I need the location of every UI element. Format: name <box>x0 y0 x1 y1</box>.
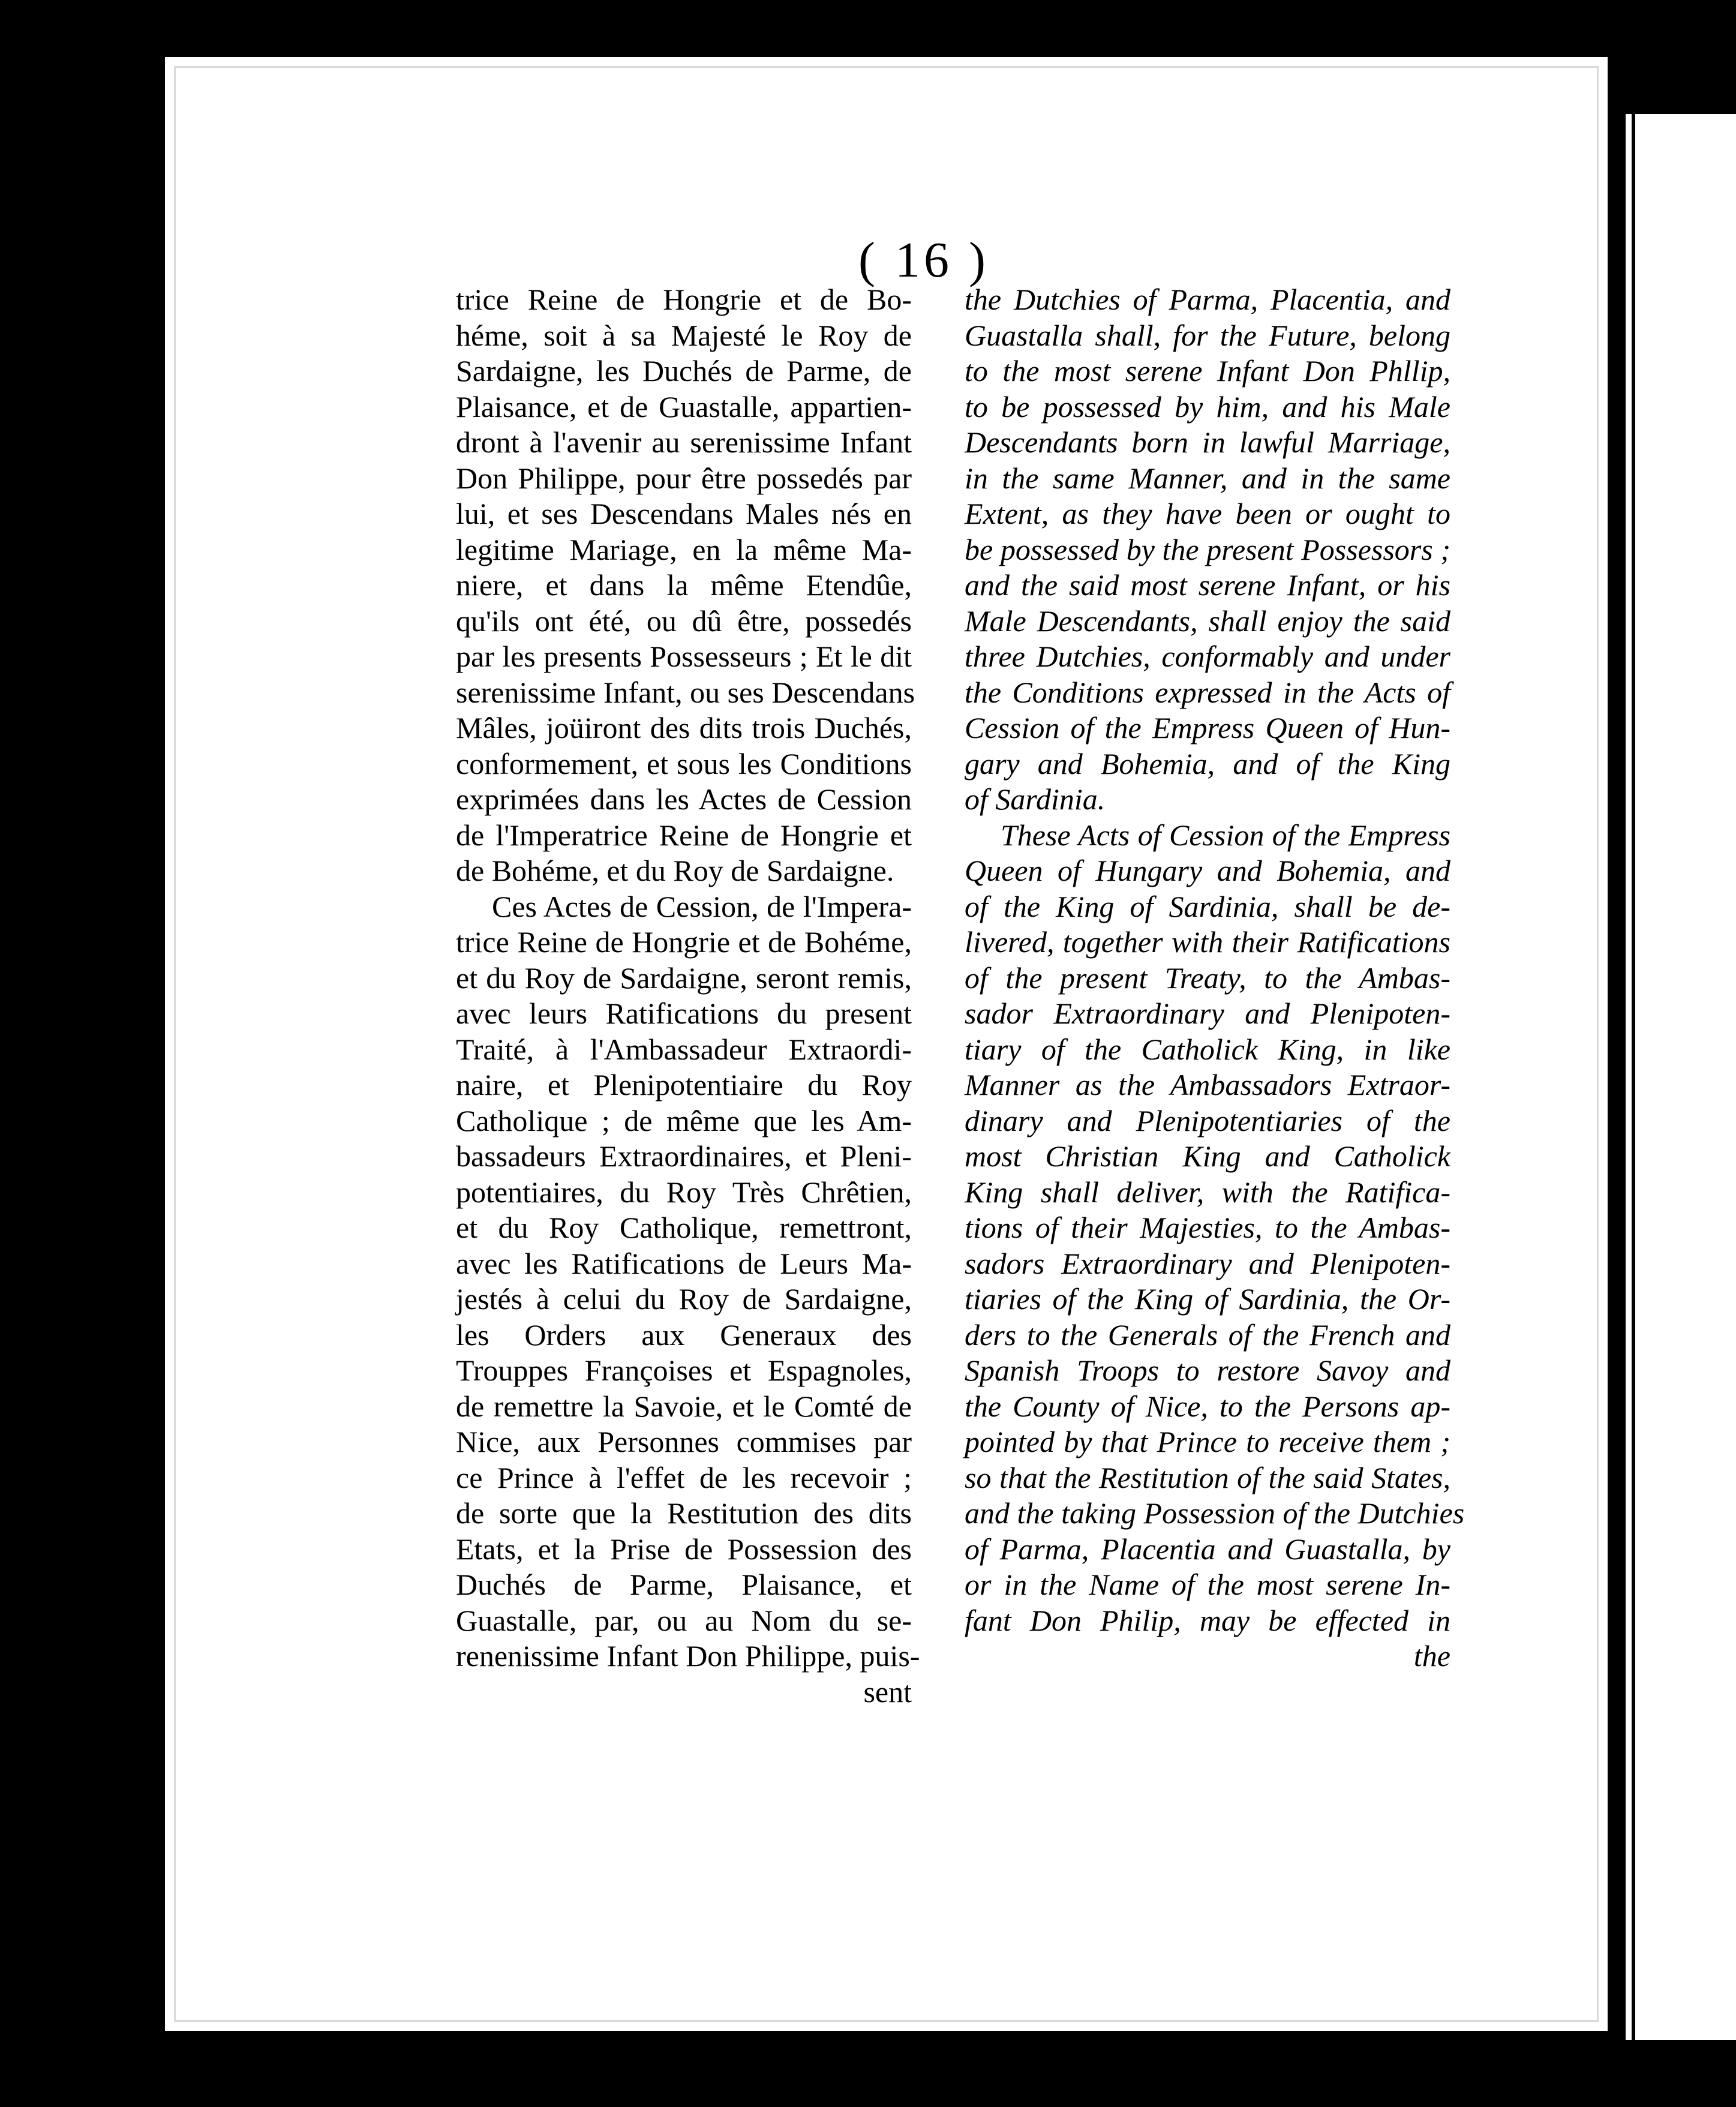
page-number: ( 16 ) <box>858 232 989 288</box>
french-text-line: Catholique ; de même que les Am- <box>456 1103 912 1137</box>
english-text-line: fant Don Philip, may be effected in <box>965 1603 1450 1637</box>
english-text-line: the Dutchies of Parma, Placentia, and <box>965 283 1450 316</box>
english-text-line: tions of their Majesties, to the Ambas- <box>965 1211 1450 1244</box>
french-text-line: ce Prince à l'effet de les recevoir ; <box>456 1460 912 1494</box>
adjacent-page-edge <box>1626 114 1736 2040</box>
french-text-line: lui, et ses Descendans Males nés en <box>456 497 912 530</box>
english-text-line: sador Extraordinary and Plenipoten- <box>965 997 1450 1030</box>
french-text-line: Ces Actes de Cession, de l'Impera- <box>492 889 912 923</box>
english-text-line: so that the Restitution of the said States, <box>965 1460 1450 1494</box>
french-text-line: de remettre la Savoie, et le Comté de <box>456 1389 912 1423</box>
french-text-line: Nice, aux Personnes commises par <box>456 1425 912 1458</box>
english-text-line: or in the Name of the most serene In- <box>965 1568 1450 1601</box>
english-text-line: of Sardinia. <box>965 782 1106 816</box>
english-text-line: to be possessed by him, and his Male <box>965 389 1450 424</box>
english-text-line: Queen of Hungary and Bohemia, and <box>965 854 1450 887</box>
english-text-line: dinary and Plenipotentiaries of the <box>965 1103 1450 1137</box>
french-text-line: Traité, à l'Ambassadeur Extraordi- <box>456 1032 912 1066</box>
french-text-line: et du Roy de Sardaigne, seront remis, <box>456 961 912 995</box>
english-text-line: most Christian King and Catholick <box>965 1139 1450 1173</box>
english-text-line: tiary of the Catholick King, in like <box>965 1032 1450 1066</box>
french-text-line: renenissime Infant Don Philippe, puis- <box>456 1639 920 1673</box>
english-text-line: Guastalla shall, for the Future, belong <box>965 318 1450 352</box>
english-text-column <box>965 282 1465 1674</box>
french-text-line: Duchés de Parme, Plaisance, et <box>456 1568 912 1601</box>
french-text-line: bassadeurs Extraordinaires, et Pleni- <box>456 1139 912 1173</box>
french-text-column <box>456 282 920 1710</box>
english-text-line: the Conditions expressed in the Acts of <box>965 675 1450 709</box>
french-text-line: de Bohéme, et du Roy de Sardaigne. <box>456 854 894 887</box>
adjacent-page-gutter <box>1632 114 1635 2040</box>
french-text-line: dront à l'avenir au serenissime Infant <box>456 425 912 459</box>
english-text-line: Extent, as they have been or ought to <box>965 497 1450 530</box>
french-text-line: legitime Mariage, en la même Ma- <box>456 532 912 566</box>
french-text-line: avec les Ratifications de Leurs Ma- <box>456 1246 912 1280</box>
french-text-line: Plaisance, et de Guastalle, appartien- <box>456 389 912 424</box>
french-text-line: Guastalle, par, ou au Nom du se- <box>456 1603 912 1637</box>
english-text-line: gary and Bohemia, and of the King <box>965 746 1450 781</box>
english-text-line: livered, together with their Ratifications <box>965 925 1450 959</box>
french-text-line: de sorte que la Restitution des dits <box>456 1496 912 1530</box>
french-text-line: trice Reine de Hongrie et de Bo- <box>456 283 912 316</box>
french-text-line: potentiaires, du Roy Très Chrêtien, <box>456 1175 912 1209</box>
french-text-line: Trouppes Françoises et Espagnoles, <box>456 1353 912 1387</box>
french-text-line: héme, soit à sa Majesté le Roy de <box>456 318 912 352</box>
french-text-line: trice Reine de Hongrie et de Bohéme, <box>456 925 912 959</box>
english-text-line: sadors Extraordinary and Plenipoten- <box>965 1246 1450 1280</box>
french-text-line: niere, et dans la même Etendûe, <box>456 568 912 602</box>
english-text-line: tiaries of the King of Sardinia, the Or- <box>965 1282 1450 1316</box>
english-text-line: of the King of Sardinia, shall be de- <box>965 889 1450 923</box>
french-text-line: Don Philippe, pour être possedés par <box>456 461 912 495</box>
french-text-line: jestés à celui du Roy de Sardaigne, <box>456 1282 912 1316</box>
english-text-line: of the present Treaty, to the Ambas- <box>965 961 1450 995</box>
english-text-line: the County of Nice, to the Persons ap- <box>965 1389 1450 1423</box>
english-text-line: These Acts of Cession of the Empress <box>1001 818 1450 852</box>
english-text-line: Manner as the Ambassadors Extraor- <box>965 1068 1450 1101</box>
english-text-line: Spanish Troops to restore Savoy and <box>965 1353 1450 1387</box>
english-text-line: the <box>1413 1639 1450 1673</box>
french-text-line: serenissime Infant, ou ses Descendans <box>456 675 915 709</box>
english-text-line: pointed by that Prince to receive them ; <box>965 1425 1450 1458</box>
french-text-line: et du Roy Catholique, remettront, <box>456 1211 912 1244</box>
french-text-line: avec leurs Ratifications du present <box>456 997 912 1030</box>
french-text-line: les Orders aux Generaux des <box>456 1317 912 1352</box>
french-text-line: de l'Imperatrice Reine de Hongrie et <box>456 818 912 852</box>
french-text-line: sent <box>863 1674 912 1709</box>
english-text-line: King shall deliver, with the Ratifica- <box>965 1175 1450 1209</box>
french-text-line: exprimées dans les Actes de Cession <box>456 782 912 816</box>
english-text-line: be possessed by the present Possessors ; <box>965 532 1450 566</box>
english-text-line: of Parma, Placentia and Guastalla, by <box>965 1532 1450 1566</box>
english-text-line: Male Descendants, shall enjoy the said <box>965 604 1450 638</box>
english-text-line: in the same Manner, and in the same <box>965 461 1450 495</box>
french-text-line: Sardaigne, les Duchés de Parme, de <box>456 354 912 388</box>
english-text-line: and the said most serene Infant, or his <box>965 568 1450 602</box>
english-text-line: and the taking Possession of the Dutchies <box>965 1496 1465 1530</box>
english-text-line: Cession of the Empress Queen of Hun- <box>965 711 1450 745</box>
english-text-line: three Dutchies, conformably and under <box>965 640 1450 673</box>
english-text-line: ders to the Generals of the French and <box>965 1317 1450 1352</box>
french-text-line: naire, et Plenipotentiaire du Roy <box>456 1068 912 1101</box>
french-text-line: Etats, et la Prise de Possession des <box>456 1532 912 1566</box>
french-text-line: qu'ils ont été, ou dû être, possedés <box>456 604 912 638</box>
french-text-line: conformement, et sous les Conditions <box>456 746 912 781</box>
english-text-line: Descendants born in lawful Marriage, <box>965 425 1450 459</box>
english-text-line: to the most serene Infant Don Phllip, <box>965 354 1450 388</box>
french-text-line: par les presents Possesseurs ; Et le dit <box>456 640 912 673</box>
french-text-line: Mâles, joüiront des dits trois Duchés, <box>456 711 912 745</box>
